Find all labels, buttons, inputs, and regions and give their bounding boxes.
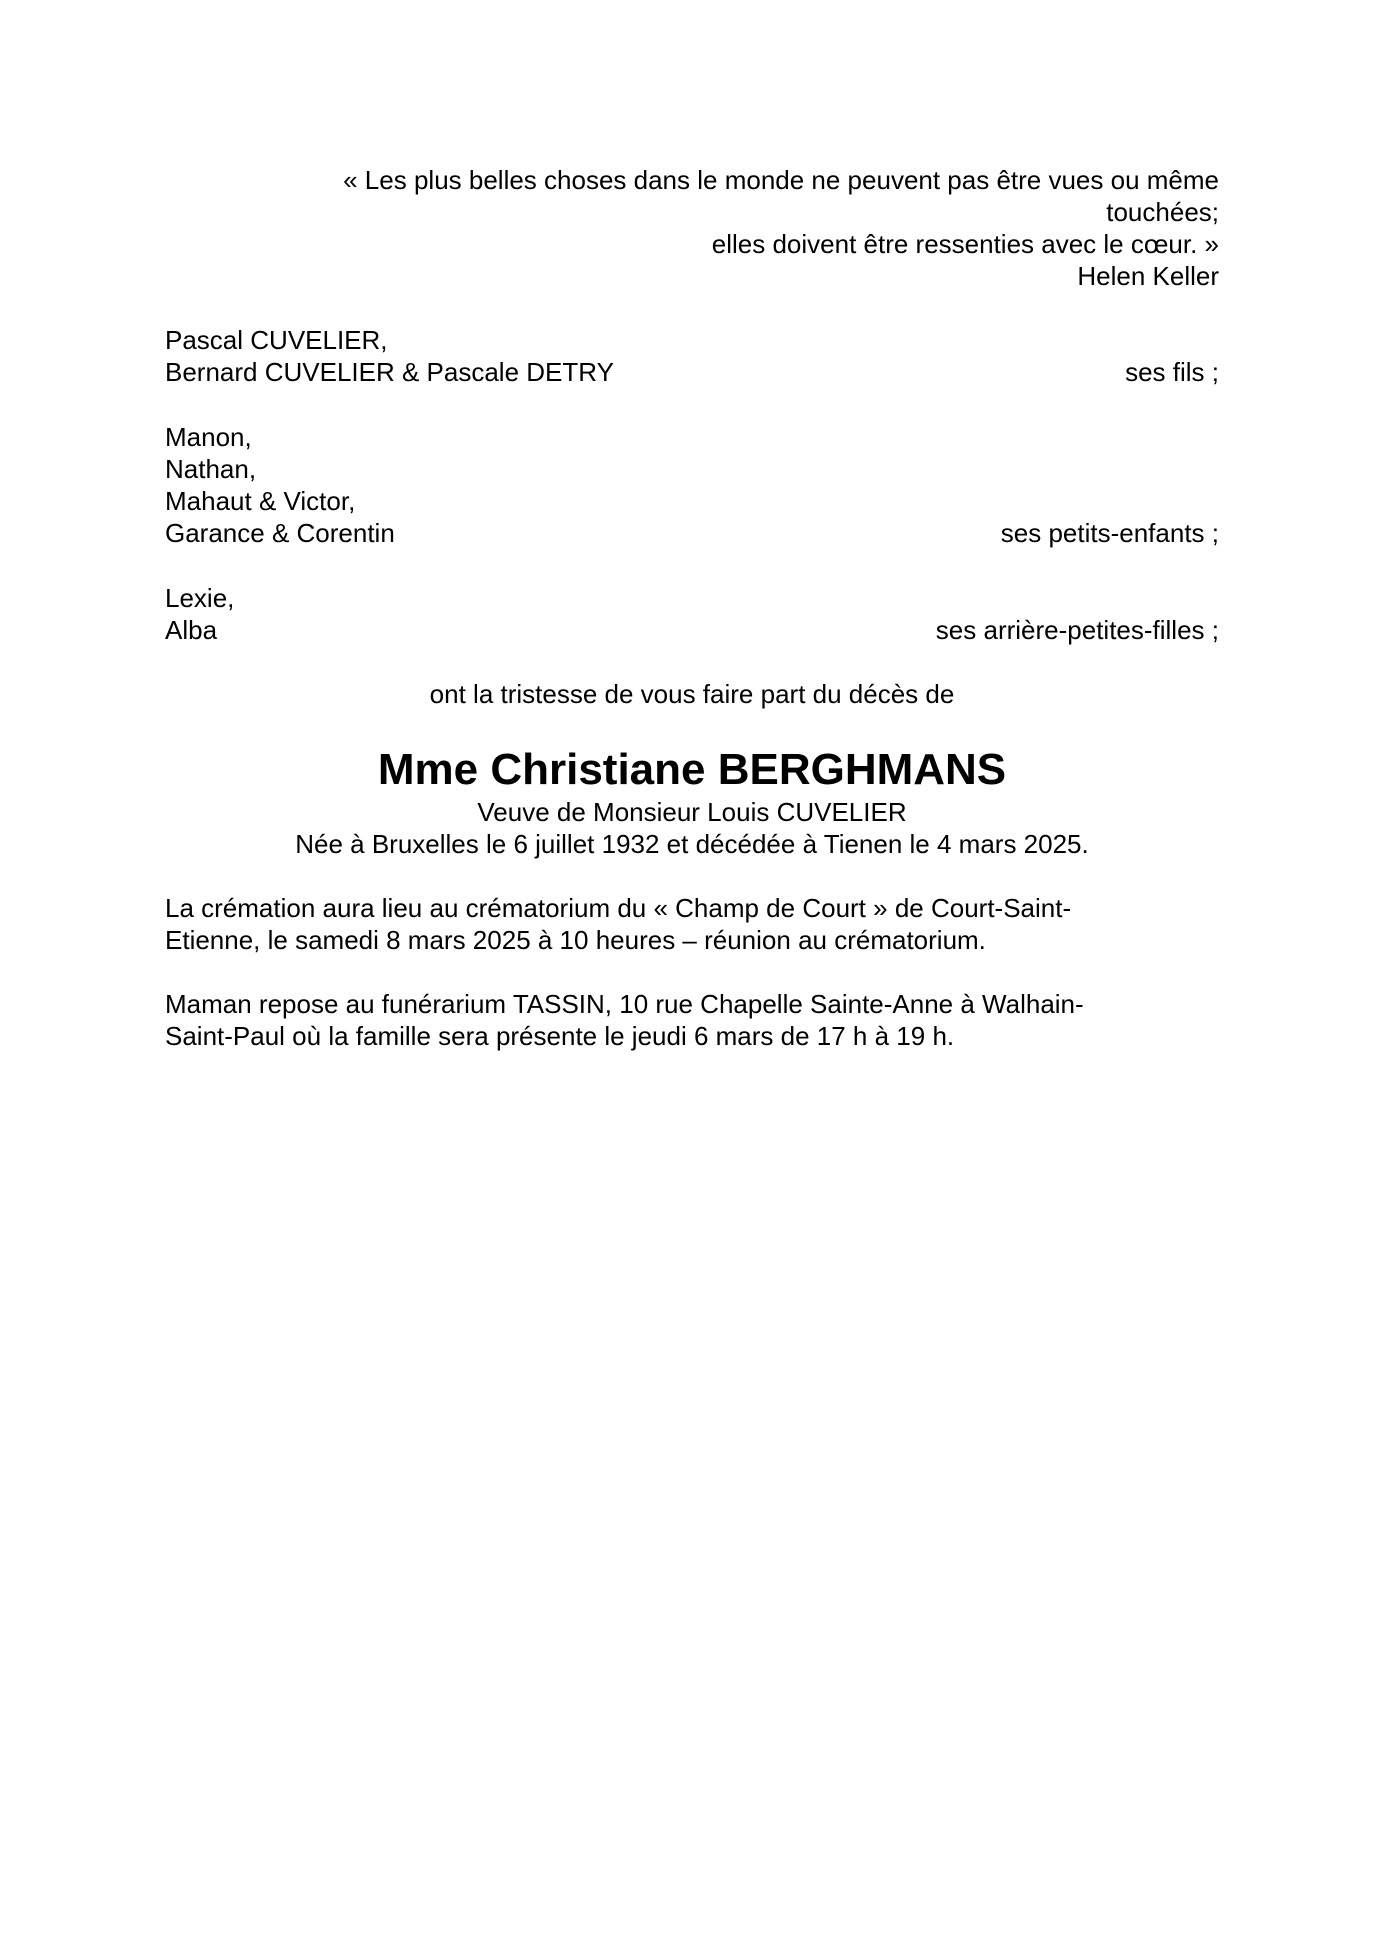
quote-line-1: « Les plus belles choses dans le monde ne peuvent pas être vues ou même: [343, 165, 1219, 195]
cremation-line-1: La crémation aura lieu au crématorium du « Champ de Court » de Court-Saint-: [165, 893, 1072, 923]
son-name: Bernard CUVELIER & Pascale DETRY: [165, 357, 614, 387]
funerarium-line-1: Maman repose au funérarium TASSIN, 10 rue Chapelle Sainte-Anne à Walhain-: [165, 989, 1084, 1019]
quote-line-3: elles doivent être ressenties avec le cœur. »: [711, 229, 1219, 259]
sons-relation: ses fils ;: [1125, 357, 1219, 387]
grandchildren-relation: ses petits-enfants ;: [1000, 518, 1219, 548]
great-grandchildren-block: [165, 582, 1219, 646]
cremation-paragraph: [165, 892, 1219, 956]
deceased-name: Mme Christiane BERGHMANS: [377, 745, 1007, 794]
great-grandchild-name: Alba: [165, 615, 218, 645]
funerarium-line-2: Saint-Paul où la famille sera présente le jeudi 6 mars de 17 h à 19 h.: [165, 1021, 955, 1051]
announcement-text: ont la tristesse de vous faire part du décès de: [429, 679, 955, 709]
grandchild-name: Garance & Corentin: [165, 518, 395, 548]
deceased-details: [165, 796, 1219, 860]
son-name: Pascal CUVELIER,: [165, 325, 388, 355]
grandchildren-block: [165, 421, 1219, 549]
great-grandchildren-relation: ses arrière-petites-filles ;: [935, 615, 1219, 645]
quote-line-2: touchées;: [1106, 197, 1219, 227]
grandchild-name: Mahaut & Victor,: [165, 486, 356, 516]
sons-block: [165, 324, 1219, 388]
epigraph-quote: [165, 164, 1219, 292]
funerarium-paragraph: [165, 988, 1219, 1052]
grandchild-name: Manon,: [165, 422, 252, 452]
widow-of-line: Veuve de Monsieur Louis CUVELIER: [477, 797, 907, 827]
cremation-line-2: Etienne, le samedi 8 mars 2025 à 10 heures – réunion au crématorium.: [165, 925, 986, 955]
birth-death-line: Née à Bruxelles le 6 juillet 1932 et décédée à Tienen le 4 mars 2025.: [295, 829, 1089, 859]
great-grandchild-name: Lexie,: [165, 583, 235, 613]
quote-author: Helen Keller: [1077, 261, 1219, 291]
grandchild-name: Nathan,: [165, 454, 257, 484]
